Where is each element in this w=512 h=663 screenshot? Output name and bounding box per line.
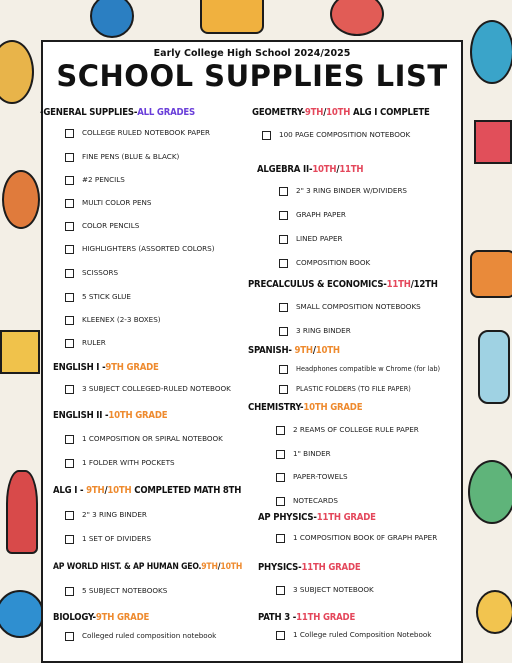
list-item	[279, 384, 411, 394]
list-item	[65, 152, 179, 162]
list-item	[65, 586, 167, 596]
grade-text: 11TH	[386, 279, 411, 290]
checkbox[interactable]	[279, 259, 288, 268]
list-item	[279, 186, 407, 196]
checkbox[interactable]	[65, 339, 74, 348]
checkbox[interactable]	[276, 450, 285, 459]
background-doodle	[468, 460, 512, 524]
list-item	[279, 364, 440, 374]
checkbox[interactable]	[276, 497, 285, 506]
school-name: Early College High School 2024/2025	[153, 48, 351, 59]
item-label: #2 PENCILS	[82, 175, 125, 184]
list-item	[65, 268, 118, 278]
list-item	[65, 631, 216, 641]
checkbox[interactable]	[65, 535, 74, 544]
checkbox[interactable]	[65, 245, 74, 254]
heading-text: GEOMETRY-	[252, 107, 305, 118]
grade-text: 9TH	[201, 562, 218, 572]
checkbox[interactable]	[279, 303, 288, 312]
list-item	[279, 258, 370, 268]
grade-text: ALL GRADES	[137, 107, 195, 118]
list-item	[65, 315, 161, 325]
checkbox[interactable]	[65, 511, 74, 520]
item-label: 1 FOLDER WITH POCKETS	[82, 458, 175, 467]
item-label: SCISSORS	[82, 268, 119, 277]
heading-text: COMPLETED MATH 8TH	[131, 485, 242, 496]
heading-text: AP WORLD HIST. & AP HUMAN GEO.	[53, 562, 202, 572]
list-item	[65, 338, 106, 348]
checkbox[interactable]	[65, 459, 74, 468]
checkbox[interactable]	[65, 587, 74, 596]
list-item	[279, 302, 421, 312]
checkbox[interactable]	[276, 586, 285, 595]
grade-text: 11TH	[339, 164, 364, 175]
list-item	[65, 244, 215, 254]
list-item	[65, 175, 125, 185]
item-label: 3 SUBJECT COLLEGED-RULED NOTEBOOK	[82, 384, 231, 393]
item-label: MULTI COLOR PENS	[82, 198, 152, 207]
list-item	[276, 449, 331, 459]
heading-text: BIOLOGY-	[53, 612, 96, 623]
checkbox[interactable]	[276, 473, 285, 482]
list-item	[279, 326, 351, 336]
section-heading-world	[53, 562, 242, 572]
checkbox[interactable]	[65, 435, 74, 444]
background-doodle	[330, 0, 384, 36]
item-label: COLOR PENCILS	[82, 221, 140, 230]
checkbox[interactable]	[279, 385, 288, 394]
grade-text: 9TH GRADE	[105, 362, 159, 373]
grade-text: 10TH	[312, 164, 337, 175]
checkbox[interactable]	[279, 365, 288, 374]
item-label: COMPOSITION BOOK	[296, 258, 371, 267]
item-label: GRAPH PAPER	[296, 210, 346, 219]
section-heading-path3	[258, 612, 355, 623]
heading-text: AP PHYSICS-	[258, 512, 317, 523]
item-label: 100 PAGE COMPOSITION NOTEBOOK	[279, 130, 411, 139]
list-item	[276, 630, 431, 640]
item-label: 3 RING BINDER	[296, 326, 351, 335]
checkbox[interactable]	[279, 187, 288, 196]
heading-text: /	[104, 485, 108, 496]
heading-text: CHEMISTRY-	[248, 402, 304, 413]
section-heading-biology	[53, 612, 149, 623]
item-label: FINE PENS (BLUE & BLACK)	[82, 152, 180, 161]
checkbox[interactable]	[276, 631, 285, 640]
checkbox[interactable]	[65, 293, 74, 302]
grade-text: 11TH GRADE	[316, 512, 376, 523]
list-item	[279, 234, 343, 244]
item-label: 3 SUBJECT NOTEBOOK	[293, 585, 374, 594]
list-item	[276, 585, 374, 595]
heading-text: /	[217, 562, 221, 572]
background-doodle	[470, 250, 512, 298]
section-heading-chemistry	[248, 402, 362, 413]
list-item	[276, 496, 338, 506]
checkbox[interactable]	[65, 176, 74, 185]
item-label: 1 SET OF DIVIDERS	[82, 534, 152, 543]
background-doodle	[6, 470, 38, 554]
item-label: 2" 3 RING BINDER W/DIVIDERS	[296, 186, 407, 195]
grade-text: 9TH	[86, 485, 105, 496]
heading-text: /	[312, 345, 316, 356]
checkbox[interactable]	[65, 385, 74, 394]
grade-text: 10TH GRADE	[108, 410, 168, 421]
section-heading-geometry	[252, 107, 430, 118]
section-heading-english1	[53, 362, 159, 373]
background-doodle	[200, 0, 264, 34]
heading-text: ALG I COMPLETE	[350, 107, 430, 118]
checkbox[interactable]	[65, 222, 74, 231]
grade-text: 10TH	[315, 345, 340, 356]
grade-text: 10TH	[220, 562, 243, 572]
list-item	[65, 221, 139, 231]
item-label: Colleged ruled composition notebook	[82, 631, 217, 640]
background-doodle	[90, 0, 134, 38]
background-doodle	[0, 330, 40, 374]
item-label: KLEENEX (2-3 BOXES)	[82, 315, 161, 324]
checkbox[interactable]	[276, 426, 285, 435]
section-heading-general	[40, 107, 195, 118]
background-doodle	[2, 170, 40, 229]
checkbox[interactable]	[65, 129, 74, 138]
item-label: LINED PAPER	[296, 234, 343, 243]
section-heading-precalc	[248, 279, 438, 290]
background-doodle	[478, 330, 510, 404]
checkbox[interactable]	[65, 199, 74, 208]
checkbox[interactable]	[276, 534, 285, 543]
grade-text: 9TH GRADE	[95, 612, 150, 623]
heading-text: SPANISH-	[248, 345, 295, 356]
heading-text: ENGLISH I -	[53, 362, 106, 373]
checkbox[interactable]	[65, 153, 74, 162]
item-label: NOTECARDS	[293, 496, 338, 505]
page-title: SCHOOL SUPPLIES LIST	[56, 59, 448, 93]
checkbox[interactable]	[65, 632, 74, 641]
item-label: 1 COMPOSITION OR SPIRAL NOTEBOOK	[82, 434, 223, 443]
checkbox[interactable]	[65, 269, 74, 278]
grade-text: 11TH GRADE	[296, 612, 356, 623]
list-item	[276, 425, 419, 435]
checkbox[interactable]	[262, 131, 271, 140]
item-label: 2 REAMS OF COLLEGE RULE PAPER	[293, 425, 419, 434]
list-item	[65, 384, 231, 394]
heading-text: PRECALCULUS & ECONOMICS-	[248, 279, 387, 290]
grade-text: 10TH GRADE	[303, 402, 363, 413]
list-item	[65, 510, 147, 520]
heading-text: /	[323, 107, 327, 118]
heading-text: PHYSICS-	[258, 562, 302, 573]
grade-text: 11TH GRADE	[301, 562, 361, 573]
heading-text: /12TH	[410, 279, 438, 290]
list-item	[279, 210, 346, 220]
checkbox[interactable]	[279, 235, 288, 244]
heading-text: ALGEBRA II-	[257, 164, 313, 175]
heading-text: PATH 3 -	[258, 612, 297, 623]
list-item	[276, 533, 437, 543]
item-label: COLLEGE RULED NOTEBOOK PAPER	[82, 128, 210, 137]
list-item	[65, 458, 175, 468]
item-label: PLASTIC FOLDERS (TO FILE PAPER)	[296, 385, 411, 393]
list-item	[65, 292, 131, 302]
list-item	[262, 130, 410, 140]
checkbox[interactable]	[279, 211, 288, 220]
background-doodle	[0, 590, 44, 638]
section-heading-english2	[53, 410, 167, 421]
checkbox[interactable]	[65, 316, 74, 325]
background-doodle	[476, 590, 512, 634]
heading-text: /	[336, 164, 340, 175]
item-label: 1 College ruled Composition Notebook	[293, 630, 432, 639]
section-heading-apphysics	[258, 512, 376, 523]
section-heading-spanish	[248, 345, 340, 356]
background-doodle	[470, 20, 512, 84]
heading-text: -GENERAL SUPPLIES-	[40, 107, 138, 118]
list-item	[65, 434, 223, 444]
list-item	[65, 198, 151, 208]
item-label: 5 SUBJECT NOTEBOOKS	[82, 586, 168, 595]
item-label: 1" BINDER	[293, 449, 331, 458]
list-item	[65, 128, 210, 138]
item-label: 2" 3 RING BINDER	[82, 510, 147, 519]
item-label: RULER	[82, 338, 106, 347]
section-heading-physics	[258, 562, 361, 573]
item-label: 1 COMPOSITION BOOK 0F GRAPH PAPER	[293, 533, 438, 542]
list-item	[65, 534, 151, 544]
item-label: 5 STICK GLUE	[82, 292, 131, 301]
background-doodle	[474, 120, 512, 164]
grade-text: 10TH	[107, 485, 132, 496]
heading-text: ENGLISH II -	[53, 410, 109, 421]
checkbox[interactable]	[279, 327, 288, 336]
section-heading-algebra2	[257, 164, 363, 175]
item-label: HIGHLIGHTERS (ASSORTED COLORS)	[82, 244, 215, 253]
supplies-card	[41, 40, 463, 663]
section-heading-alg1	[53, 485, 241, 496]
background-doodle	[0, 40, 34, 104]
grade-text: 9TH	[294, 345, 313, 356]
heading-text: ALG I -	[53, 485, 87, 496]
grade-text: 9TH	[304, 107, 324, 118]
item-label: SMALL COMPOSITION NOTEBOOKS	[296, 302, 421, 311]
list-item	[276, 472, 348, 482]
grade-text: 10TH	[326, 107, 351, 118]
item-label: Headphones compatible w Chrome (for lab)	[296, 365, 441, 373]
item-label: PAPER-TOWELS	[293, 472, 348, 481]
